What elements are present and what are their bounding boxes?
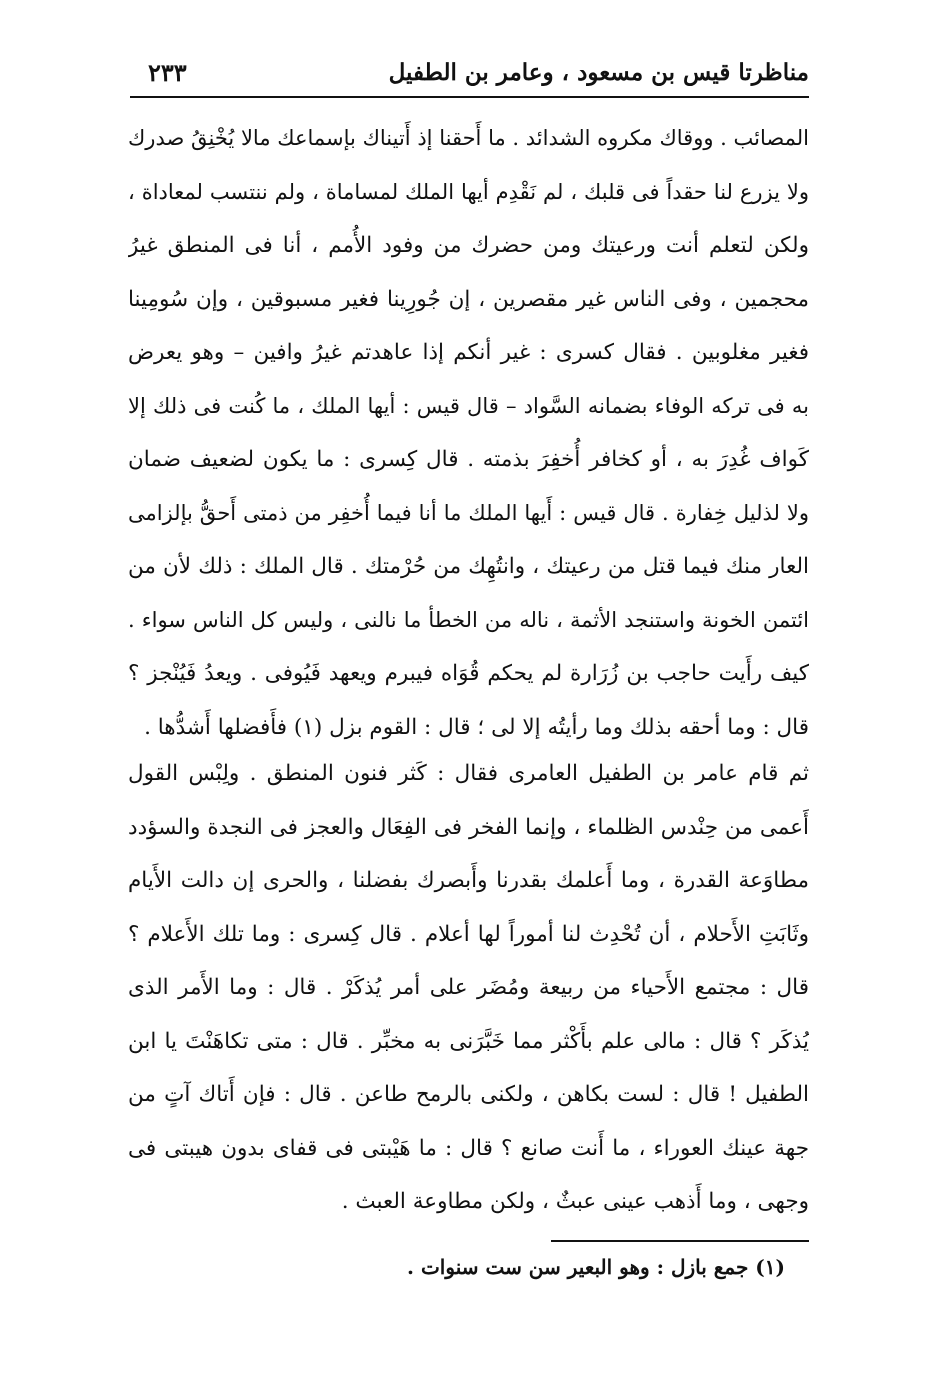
page-number: ٢٣٣	[148, 57, 187, 87]
text-line: العار منك فيما قتل من رعيتك ، وانتُهِك من حُرْمتك . قال الملك : ذلك لأن من	[128, 554, 809, 579]
text-line: ثم قام عامر بن الطفيل العامرى فقال : كَثر فنون المنطق . ولِبْس القول	[128, 761, 809, 786]
text-line: قال : مجتمع الأَحياء من ربيعة ومُضَر على أمر يُذكَرْ . قال : وما الأَمر الذى	[128, 975, 809, 1000]
text-line: يُذكَر ؟ قال : مالى علم بأَكْثر مما خَبَّرَنى به مخبِّر . قال : متى تكاهَنْتَ يا ابن	[128, 1028, 809, 1054]
paragraph-2	[128, 747, 809, 1229]
text-line: مطاوَعة القدرة ، وما أَعلمك بقدرنا وأَبصرك بفضلنا ، والحرى إن دالت الأَيام	[128, 868, 809, 893]
text-line: كيف رأَيت حاجب بن زُرَارة لم يحكم قُوَاه فيبرم ويعهد فَيُوفى . ويعدُ فَيُنْجز ؟	[128, 661, 809, 686]
text-line: به فى تركه الوفاء بضمانه السَّواد – قال قيس : أيها الملك ، ما كُنت فى ذلك إلا	[128, 393, 809, 418]
footnote-rule	[551, 1240, 809, 1242]
text-line: الطفيل ! قال : لست بكاهن ، ولكنى بالرمح طاعن . قال : فإن أَتاك آتٍ من	[128, 1082, 809, 1107]
text-line: ائتمن الخونة واستنجد الأثمة ، ناله من الخطأ ما نالنى ، وليس كل الناس سواء .	[128, 607, 809, 632]
text-line: فغير مغلوبين . فقال كسرى : غير أنكم إذا عاهدتم غيرُ وافين – وهو يعرض	[128, 340, 809, 365]
text-line: قال : وما أحقه بذلك وما رأيتُه إلا لى ؛ قال : القوم بزل (١) فأَفضلها أَشدُّها .	[144, 714, 809, 740]
text-line: أَعمى من حِنْدس الظلماء ، وإنما الفخر فى الفِعَال والعجز فى النجدة والسؤدد	[128, 814, 809, 840]
text-line: ولا يزرع لنا حقداً فى قلبك ، لم نَقْدِم أيها الملك لمساماة ، ولم ننتسب لمعاداة ،	[128, 179, 809, 204]
text-line: وجهى ، وما أَذهب عينى عبثٌ ، ولكن مطاوعة العبث .	[341, 1189, 809, 1214]
running-title: مناظرتا قيس بن مسعود ، وعامر بن الطفيل	[388, 58, 809, 86]
text-line: وثَابَتِ الأَحلام ، أن تُحْدِث لنا أموراً لها أعلام . قال كِسرى : وما تلك الأَعلام ؟	[128, 921, 809, 947]
footnote: (١) جمع بازل : وهو البعير سن ست سنوات .	[407, 1255, 785, 1279]
text-line: المصائب . ووقاك مكروه الشدائد . ما أَحقنا إذ أَتيناك بإسماعك مالا يُخْنِقُ صدرك	[128, 126, 809, 150]
page-header	[148, 52, 809, 92]
text-line: محجمين ، وفى الناس غير مقصرين ، إن جُورِينا فغير مسبوقين ، وإن سُومِينا	[128, 286, 809, 312]
text-line: ولكن لتعلم أنت ورعيتك ومن حضرك من وفود الأُمم ، أنا فى المنطق غيرُ	[128, 233, 809, 258]
text-line: ولا لذليل خِفارة . قال قيس : أَيها الملك ما أنا فيما أُخفِر من ذمتى أَحقُّ بإلزامى	[128, 500, 809, 525]
text-line: كَواف غُدِرَ به ، أو كخافر أُخفِرَ بذمته . قال كِسرى : ما يكون لضعيف ضمان	[128, 447, 809, 472]
paragraph-1	[128, 112, 809, 754]
text-line: جهة عينك العوراء ، ما أَنت صانع ؟ قال : ما هَيْبتى فى قفاى بدون هيبتى فى	[128, 1135, 809, 1161]
header-rule	[130, 96, 809, 98]
